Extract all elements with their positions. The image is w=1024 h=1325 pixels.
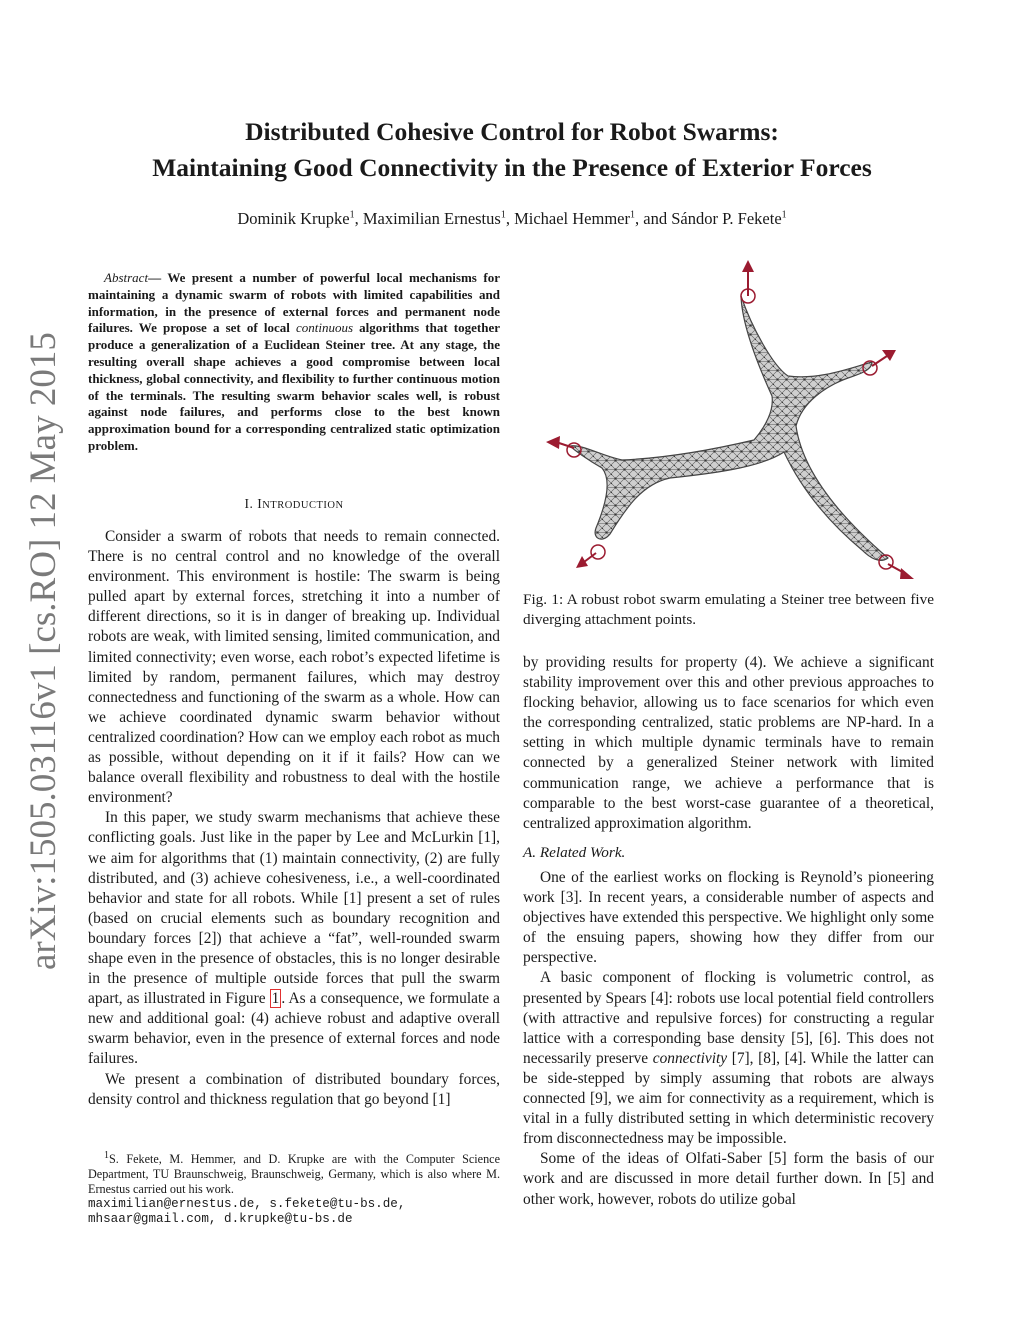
author-name: Michael Hemmer: [514, 209, 630, 228]
author-name: Dominik Krupke: [237, 209, 350, 228]
author-list: [80, 208, 944, 230]
footnote-emails-line-1: maximilian@ernestus.de, s.fekete@tu-bs.de,: [88, 1197, 406, 1211]
arrowhead: [882, 350, 896, 361]
abstract-text-1: — We present a number of powerful local mechanisms for maintaining a dynamic swarm of robots with limited capabilities and information, in the presence of external forces and permanent node failures. We propose a set of local: [88, 270, 500, 336]
abstract-emphasis: continuous: [295, 320, 354, 336]
abstract: [88, 270, 500, 455]
author-separator: , and: [635, 209, 672, 228]
section-number: I.: [244, 496, 254, 511]
related-work-body: [523, 868, 934, 1210]
author-name: Maximilian Ernestus: [362, 209, 501, 228]
terminal-circle: [591, 545, 605, 559]
affiliation-mark: 1: [781, 209, 787, 221]
affiliation-mark: 1: [349, 209, 355, 221]
author-separator: ,: [354, 209, 363, 228]
title-line-2: Maintaining Good Connectivity in the Presence of Exterior Forces: [152, 153, 872, 182]
paragraph: by providing results for property (4). We achieve a significant stability improvement over this and other previous approaches to flocking behavior, allowing us to face scenarios for which even the corresponding centralized, static problems are NP-hard. In a setting in which multiple dynamic terminals have to remain connected by a generalized Steiner network with limited communication range, we achieve a performance that is comparable to the best worst-case guarantee of a theoretical, centralized approximation algorithm.: [523, 654, 934, 832]
paragraph: Some of the ideas of Olfati-Saber [5] form the basis of our work and are discussed in more detail further down. In [5] and other work, however, robots do utilize gobal: [523, 1150, 934, 1208]
section-heading-introduction: [88, 496, 500, 512]
paragraph-text: In this paper, we study swarm mechanisms that achieve these conflicting goals. Just like in the paper by Lee and McLurkin [1], we aim for algorithms that (1) maintain connectivity, (2) are fully distributed, and (3) achieve cohesiveness, i.e., a well-coordinated behavior and state for all robots. While [1] present a set of rules (based on crucial elements such as boundary recognition and boundary forces [2]) that achieve a “fat”, well-rounded swarm shape even in the presence of obstacles, this is no longer desirable in the presence of multiple outside forces that pull the swarm apart, as illustrated in Figure: [88, 809, 500, 1008]
section-title-initial: I: [257, 496, 263, 511]
footnote-text: S. Fekete, M. Hemmer, and D. Krupke are with the Computer Science Department, TU Braunschweig, Braunschweig, Germany, which is also where M. Ernestus carried out his work.: [88, 1152, 500, 1196]
author-name: Sándor P. Fekete: [671, 209, 782, 228]
arxiv-identifier: arXiv:1505.03116v1 [cs.RO] 12 May 2015: [23, 332, 64, 970]
arrowhead: [546, 436, 560, 449]
title-line-1: Distributed Cohesive Control for Robot Swarms:: [245, 117, 779, 146]
paragraph-text: [7], [8], [4]. While the latter can be side-stepped by simply assuming that robots are always connected [9], we aim for connectivity as a requirement, which is vital in a fully distributed setting in which deterministic recovery from disconnectedness may be impossible.: [523, 1049, 934, 1148]
arrowhead: [742, 260, 754, 272]
figure-reference-link[interactable]: 1: [271, 990, 280, 1008]
paragraph: Consider a swarm of robots that needs to remain connected. There is no central control and no knowledge of the overall environment. This environment is hostile: The swarm is being pulled apart by external forces, stretching it into a number of different directions, so it is in danger of breaking up. Individual robots are weak, with limited sensing, limited communication, and limited connectivity; even worse, each robot’s expected lifetime is limited by random, permanent failures, which may destroy connectedness and functioning of the swarm as a whole. How can we achieve coordinated dynamic swarm behavior without centralized coordination? How can we employ each robot as much as possible, without depending on it if it fails? How can we balance overall flexibility and robustness to deal with the hostile environment?: [88, 528, 500, 807]
affiliation-mark: 1: [630, 209, 635, 221]
paragraph: We present a combination of distributed boundary forces, density control and thickness regulation that go beyond [1]: [88, 1070, 500, 1108]
abstract-label: Abstract: [104, 270, 149, 285]
paragraph: One of the earliest works on flocking is Reynold’s pioneering work [3]. In recent years, a considerable number of aspects and objectives have extended this perspective. We highlight only some of the ensuing papers, showing how they differ from our perspective.: [523, 869, 934, 967]
swarm-figure: [530, 258, 930, 588]
footnote-mark: 1: [104, 1149, 109, 1161]
abstract-text-2: algorithms that together produce a generalization of a Euclidean Steiner tree. At any stage, the resulting overall shape achieves a good compromise between local thickness, global connectivity, and flexibility to further continuous motion of the terminals. The resulting swarm behavior scales well, is robust against node failures, and performs close to the best known approximation bound for a corresponding centralized static optimization problem.: [88, 320, 500, 453]
footnote-emails-line-2: mhsaar@gmail.com, d.krupke@tu-bs.de: [88, 1212, 353, 1226]
author-separator: ,: [505, 209, 515, 228]
section-title-rest: NTRODUCTION: [262, 500, 344, 511]
paragraph: [523, 968, 934, 1149]
swarm-shape: [570, 296, 888, 560]
subsection-heading-related-work: A. Related Work.: [523, 844, 626, 861]
arrowhead: [576, 556, 588, 568]
footnote: [88, 1149, 500, 1227]
paragraph-text: . As a consequence, we formulate a new and additional goal: (4) achieve robust and adaptive overall swarm behavior, even in the presence of external forces and node failures.: [88, 990, 500, 1068]
arrowhead: [900, 568, 914, 579]
figure-caption: Fig. 1: A robust robot swarm emulating a Steiner tree between five diverging attachment points.: [523, 591, 934, 628]
introduction-body: [88, 527, 500, 1110]
paper-title: [80, 114, 944, 186]
paragraph: [88, 808, 500, 1069]
affiliation-mark: 1: [500, 209, 506, 221]
right-column-body: [523, 653, 934, 834]
emphasis: connectivity: [652, 1049, 728, 1067]
paragraph-text: A basic component of flocking is volumetric control, as presented by Spears [4]: robots use local potential field controllers (with attractive and repulsive forces) for constructing a regular lattice with a corresponding base density [5], [6]. This does not necessarily preserve: [523, 969, 934, 1067]
footnote-text-block: [88, 1149, 500, 1197]
